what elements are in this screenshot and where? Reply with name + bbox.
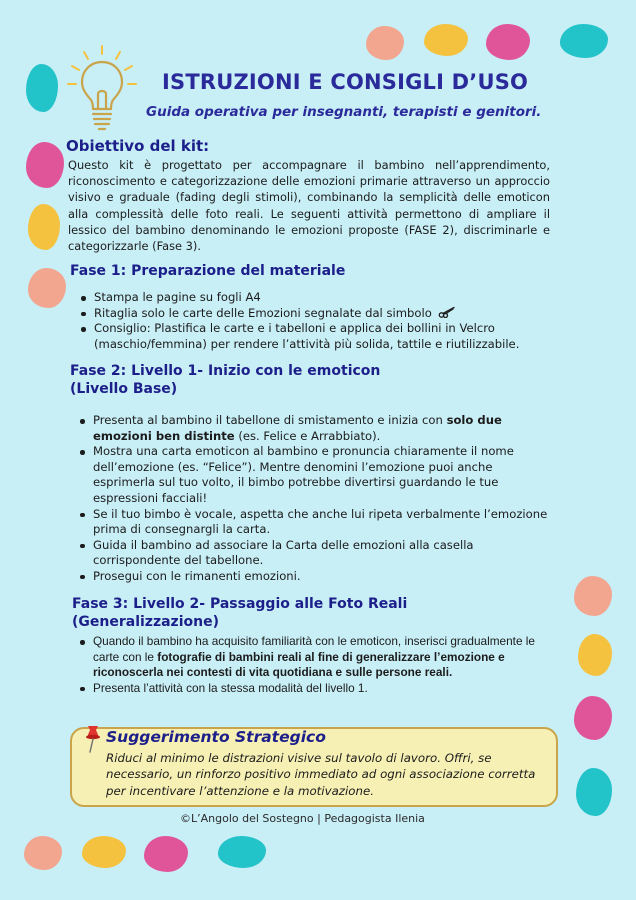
objective-heading: Obiettivo del kit:	[66, 137, 210, 155]
list-item: Consiglio: Plastifica le carte e i tabelloni e applica dei bollini in Velcro (maschio/femmina) per rendere l’attività più solida, tattile e riutilizzabile.	[80, 321, 552, 352]
phase2-list	[79, 413, 553, 585]
paint-blob-top-teal	[560, 24, 608, 58]
phase2-heading: Fase 2: Livello 1- Inizio con le emoticon (Livello Base)	[70, 363, 381, 397]
paint-blob-right-yellow	[578, 634, 612, 676]
suggestion-text: Riduci al minimo le distrazioni visive sul tavolo di lavoro. Offri, se necessario, un rinforzo positivo immediato ad ogni associazione corretta per incentivare l’attenzione e la motivazione.	[106, 751, 536, 798]
phase3-heading: Fase 3: Livello 2- Passaggio alle Foto Reali (Generalizzazione)	[72, 596, 408, 630]
paint-blob-right-pink	[574, 696, 612, 740]
phase3-list	[79, 634, 553, 696]
copyright-symbol: ©	[180, 812, 191, 825]
list-item: Prosegui con le rimanenti emozioni.	[79, 569, 553, 585]
list-item: Mostra una carta emoticon al bambino e pronuncia chiaramente il nome dell’emozione (es. “Felice”). Mentre denomini l’emozione puoi anche esprimerla sul tuo volto, il bimbo potrebbe divertirsi guardando le tue espressioni facciali!	[79, 444, 553, 506]
paint-blob-bottom-teal	[218, 836, 266, 868]
paint-blob-top-pink	[486, 24, 530, 60]
list-item: Presenta l’attività con la stessa modalità del livello 1.	[79, 681, 553, 697]
suggestion-heading: Suggerimento Strategico	[106, 728, 326, 746]
footer-credit: ©L’Angolo del Sostegno | Pedagogista Ilenia	[180, 812, 425, 825]
paint-blob-bottom-yellow	[82, 836, 126, 868]
page-title: ISTRUZIONI E CONSIGLI D’USO	[162, 70, 529, 94]
list-item: Ritaglia solo le carte delle Emozioni segnalate dal simbolo	[80, 306, 552, 322]
paint-blob-bottom-pink	[144, 836, 188, 872]
objective-paragraph: Questo kit è progettato per accompagnare il bambino nell’apprendimento, riconoscimento e categorizzazione delle emozioni primarie attraverso un approccio visivo e graduale (fading degli stimoli), combinando la semplicità delle emoticon alla complessità delle foto reali. Le seguenti attività permettono di ampliare il lessico del bambino denominando le emozioni proposte (FASE 2), discriminarle e categorizzarle (Fase 3).	[68, 158, 550, 254]
list-item: Quando il bambino ha acquisito familiarità con le emoticon, inserisci gradualmente le carte con le fotografie di bambini reali al fine di generalizzare l’emozione e riconoscerla nei contesti di vita quotidiana e sulle persone reali.	[79, 634, 553, 681]
paint-blob-left-pink	[26, 142, 64, 188]
list-item: Guida il bambino ad associare la Carta delle emozioni alla casella corrispondente del tabellone.	[79, 538, 553, 569]
list-item: Stampa le pagine su fogli A4	[80, 290, 552, 306]
list-item: Presenta al bambino il tabellone di smistamento e inizia con solo due emozioni ben distinte (es. Felice e Arrabbiato).	[79, 413, 553, 444]
paint-blob-top-peach	[366, 26, 404, 60]
phase1-list	[80, 290, 552, 352]
paint-blob-left-yellow	[28, 204, 60, 250]
paint-blob-left-peach	[28, 268, 66, 308]
scissors-icon	[438, 306, 456, 318]
paint-blob-right-teal	[576, 768, 612, 816]
phase1-heading: Fase 1: Preparazione del materiale	[70, 263, 346, 279]
paint-blob-top-yellow	[424, 24, 468, 56]
paint-blob-left-teal	[26, 64, 58, 112]
page-subtitle: Guida operativa per insegnanti, terapisti e genitori.	[146, 104, 542, 120]
pushpin-icon	[82, 724, 104, 754]
paint-blob-bottom-peach	[24, 836, 62, 870]
lightbulb-icon	[62, 44, 142, 134]
paint-blob-right-peach	[574, 576, 612, 616]
list-item: Se il tuo bimbo è vocale, aspetta che anche lui ripeta verbalmente l’emozione prima di consegnargli la carta.	[79, 507, 553, 538]
